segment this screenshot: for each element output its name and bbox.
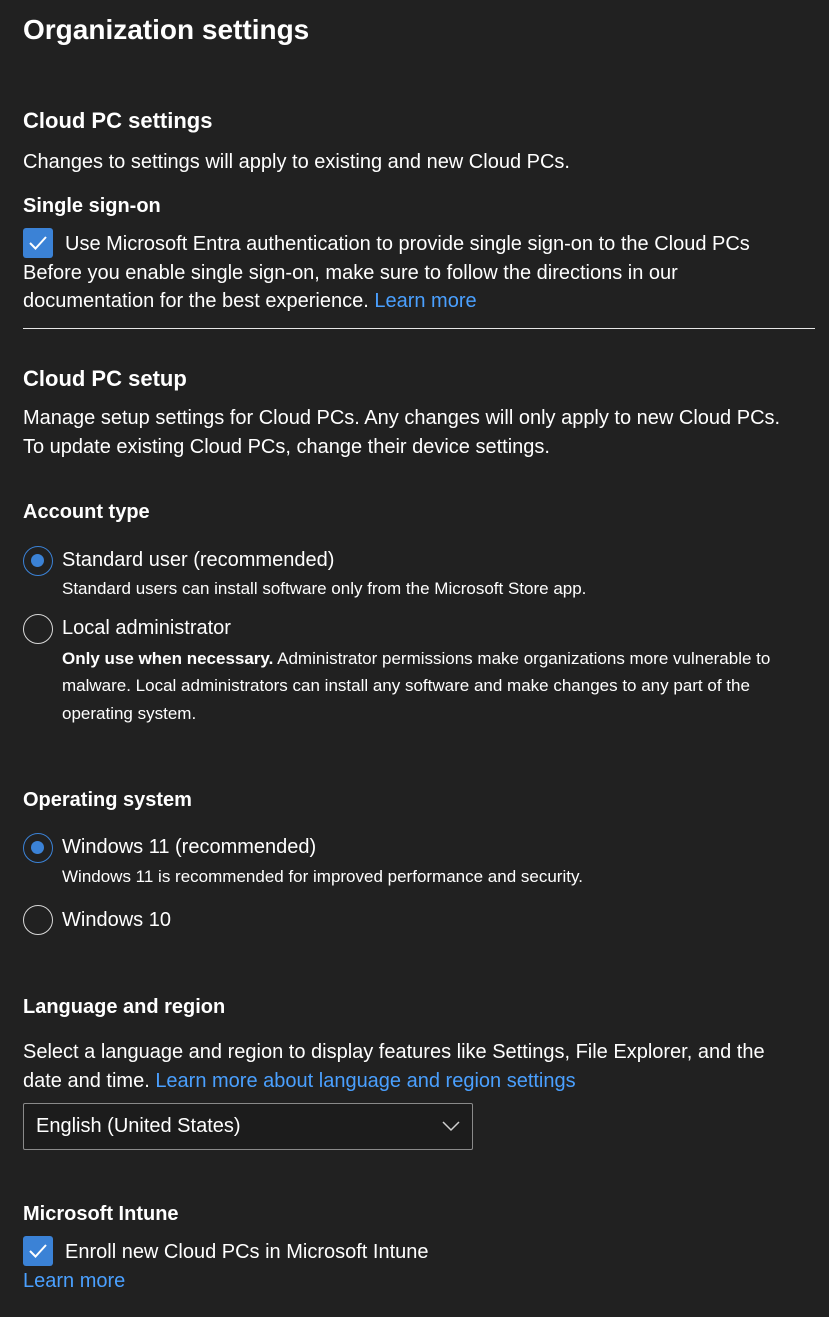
cloud-pc-settings-heading: Cloud PC settings — [23, 108, 213, 133]
cloud-pc-setup-heading: Cloud PC setup — [23, 366, 187, 391]
intune-enroll-label[interactable]: Enroll new Cloud PCs in Microsoft Intune — [65, 1241, 429, 1263]
sso-checkbox[interactable] — [23, 228, 53, 258]
sso-note-line2 — [23, 290, 477, 313]
account-type-heading: Account type — [23, 501, 150, 523]
language-region-select[interactable] — [23, 1103, 473, 1150]
windows-10-label[interactable]: Windows 10 — [62, 909, 171, 931]
local-administrator-label[interactable]: Local administrator — [62, 617, 231, 639]
intune-enroll-checkbox[interactable] — [23, 1236, 53, 1266]
local-administrator-warning-bold: Only use when necessary. — [62, 649, 274, 668]
language-region-learn-more-link[interactable]: Learn more about language and region settings — [155, 1070, 576, 1092]
sso-note-text: documentation for the best experience. — [23, 290, 369, 312]
page-title: Organization settings — [23, 14, 310, 45]
standard-user-description: Standard users can install software only from the Microsoft Store app. — [62, 579, 587, 598]
language-region-description-text: date and time. — [23, 1070, 150, 1092]
radio-selected-dot — [31, 554, 44, 567]
radio-selected-dot — [31, 841, 44, 854]
windows-11-label[interactable]: Windows 11 (recommended) — [62, 836, 317, 858]
windows-11-radio[interactable] — [23, 833, 53, 863]
standard-user-radio[interactable] — [23, 546, 53, 576]
sso-heading: Single sign-on — [23, 195, 161, 217]
checkmark-icon — [28, 234, 48, 252]
cloud-pc-setup-description-line2: To update existing Cloud PCs, change their device settings. — [23, 436, 550, 458]
local-administrator-warning-line2: malware. Local administrators can install any software and make changes to any part of the — [62, 676, 750, 695]
operating-system-heading: Operating system — [23, 789, 192, 811]
language-region-select-value: English (United States) — [36, 1115, 241, 1137]
language-region-description-line2 — [23, 1070, 576, 1093]
standard-user-label[interactable]: Standard user (recommended) — [62, 549, 335, 571]
language-region-heading: Language and region — [23, 996, 226, 1018]
local-administrator-warning-text: Administrator permissions make organizations more vulnerable to — [273, 649, 771, 668]
windows-11-description: Windows 11 is recommended for improved performance and security. — [62, 867, 583, 886]
local-administrator-warning-line3: operating system. — [62, 704, 197, 723]
chevron-down-icon — [442, 1120, 460, 1132]
cloud-pc-settings-description: Changes to settings will apply to existing and new Cloud PCs. — [23, 151, 570, 173]
intune-learn-more-link[interactable]: Learn more — [23, 1270, 126, 1292]
windows-10-radio[interactable] — [23, 905, 53, 935]
checkmark-icon — [28, 1242, 48, 1260]
section-divider — [23, 328, 815, 329]
sso-checkbox-label[interactable]: Use Microsoft Entra authentication to provide single sign-on to the Cloud PCs — [65, 233, 750, 255]
language-region-description-line1: Select a language and region to display features like Settings, File Explorer, and the — [23, 1041, 765, 1063]
intune-heading: Microsoft Intune — [23, 1203, 179, 1225]
sso-note-line1: Before you enable single sign-on, make sure to follow the directions in our — [23, 262, 678, 284]
local-administrator-warning-line1 — [62, 649, 770, 669]
cloud-pc-setup-description-line1: Manage setup settings for Cloud PCs. Any changes will only apply to new Cloud PCs. — [23, 407, 781, 429]
sso-learn-more-link[interactable]: Learn more — [374, 290, 477, 312]
local-administrator-radio[interactable] — [23, 614, 53, 644]
